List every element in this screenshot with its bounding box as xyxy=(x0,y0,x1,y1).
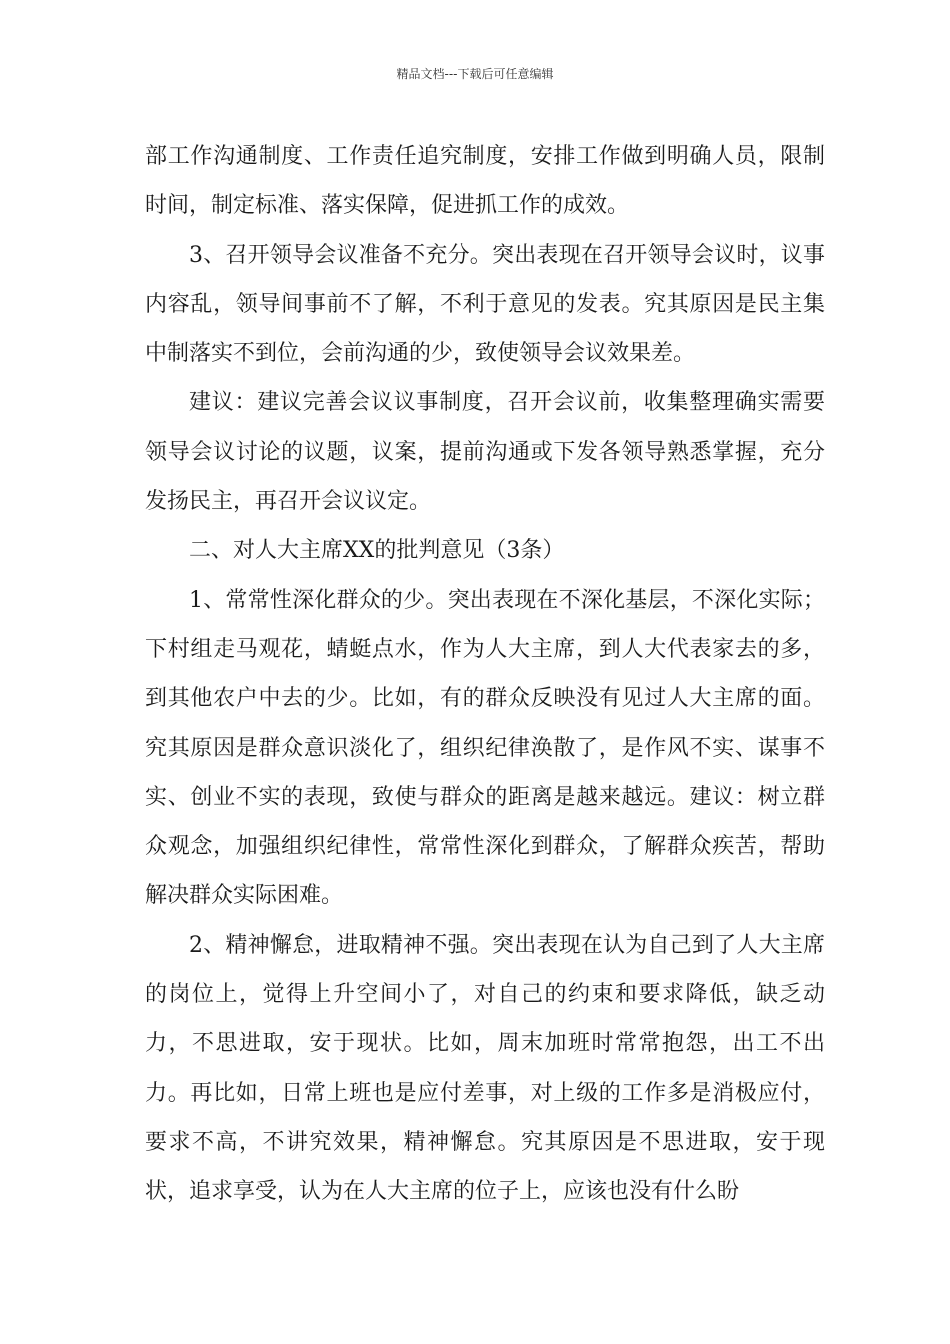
paragraph-2: 3、召开领导会议准备不充分。突出表现在召开领导会议时，议事内容乱，领导间事前不了解，不利于意见的发表。究其原因是民主集中制落实不到位，会前沟通的少，致使领导会议效果差。 xyxy=(145,242,825,367)
document-body xyxy=(145,132,825,1217)
paragraph-1: 部工作沟通制度、工作责任追究制度，安排工作做到明确人员，限制时间，制定标准、落实保障，促进抓工作的成效。 xyxy=(145,144,825,219)
paragraph-4: 1、常常性深化群众的少。突出表现在不深化基层，不深化实际；下村组走马观花，蜻蜓点水，作为人大主席，到人大代表家去的多，到其他农户中去的少。比如，有的群众反映没有见过人大主席的面。究其原因是群众意识淡化了，组织纪律涣散了，是作风不实、谋事不实、创业不实的表现，致使与群众的距离是越来越远。建议：树立群众观念，加强组织纪律性，常常性深化到群众，了解群众疾苦，帮助解决群众实际困难。 xyxy=(145,587,825,909)
section-heading: 二、对人大主席XX的批判意见（3条） xyxy=(189,538,565,564)
page-header: 精品文档---下载后可任意编辑 xyxy=(396,67,554,81)
paragraph-5: 2、精神懈怠，进取精神不强。突出表现在认为自己到了人大主席的岗位上，觉得上升空间小了，对自己的约束和要求降低，缺乏动力，不思进取，安于现状。比如，周末加班时常常抱怨，出工不出力。再比如，日常上班也是应付差事，对上级的工作多是消极应付，要求不高，不讲究效果，精神懈怠。究其原因是不思进取，安于现状，追求享受，认为在人大主席的位子上，应该也没有什么盼 xyxy=(145,932,825,1205)
paragraph-3: 建议：建议完善会议议事制度，召开会议前，收集整理确实需要领导会议讨论的议题，议案，提前沟通或下发各领导熟悉掌握，充分发扬民主，再召开会议议定。 xyxy=(145,390,825,515)
